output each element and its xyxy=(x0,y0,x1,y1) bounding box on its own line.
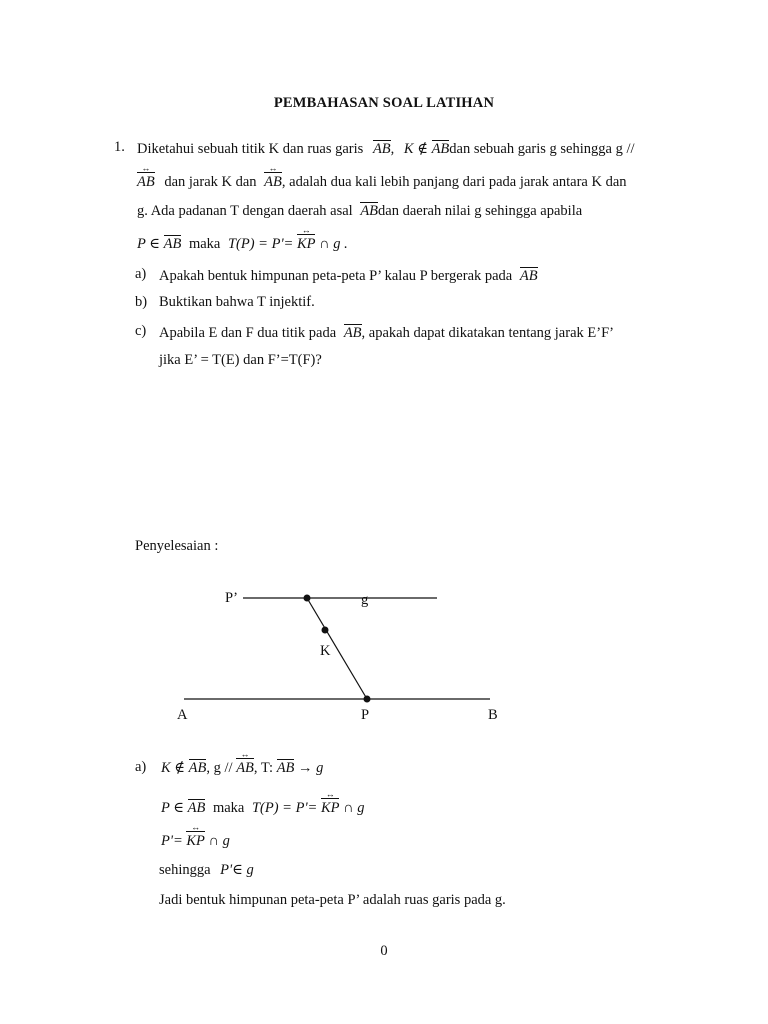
intersect-g: ∩ g xyxy=(208,833,230,849)
segment-ab: AB xyxy=(276,760,295,776)
question-b-label: b) xyxy=(135,294,148,310)
text: , apakah dapat dikatakan tentang jarak E’F’ xyxy=(361,325,614,341)
p-in: P ∈ xyxy=(161,800,184,816)
text: Apabila E dan F dua titik pada xyxy=(159,325,337,341)
point-p-prime xyxy=(304,595,311,602)
answer-a-label: a) xyxy=(135,759,147,775)
question-a-label: a) xyxy=(135,266,147,282)
maka: maka xyxy=(212,800,245,816)
page-number: 0 xyxy=(380,943,388,959)
k-not-in: K ∉ xyxy=(403,141,428,157)
question-c-line-2: jika E’ = T(E) dan F’=T(F)? xyxy=(159,352,322,368)
text: dan sebuah garis g sehingga g // xyxy=(449,141,635,157)
label-a: A xyxy=(177,707,188,723)
p-prime-eq: P'= xyxy=(161,833,183,849)
segment-ab: AB xyxy=(343,325,362,341)
segment-ab: AB xyxy=(187,800,206,816)
intersect-g: ∩ g xyxy=(343,800,365,816)
line-kp xyxy=(307,598,367,699)
label-p-prime: P’ xyxy=(225,590,238,606)
text: Apakah bentuk himpunan peta-peta P’ kalau P bergerak pada xyxy=(159,268,513,284)
tp-equation: T(P) = P'= xyxy=(227,236,294,252)
page-title: PEMBAHASAN SOAL LATIHAN xyxy=(273,95,495,111)
to-g: → g xyxy=(298,760,324,776)
tp-equation: T(P) = P'= xyxy=(251,800,318,816)
maka: maka xyxy=(188,236,221,252)
label-b: B xyxy=(488,707,498,723)
answer-a-line-4 xyxy=(159,863,254,878)
text: Diketahui sebuah titik K dan ruas garis xyxy=(137,141,364,157)
point-k xyxy=(322,627,329,634)
segment-ab: AB xyxy=(188,760,207,776)
segment-ab: AB xyxy=(360,203,379,219)
question-b: Buktikan bahwa T injektif. xyxy=(159,294,315,310)
answer-a-line-2 xyxy=(161,797,364,816)
label-p: P xyxy=(361,707,370,723)
segment-ab: AB xyxy=(163,236,182,252)
solution-label: Penyelesaian : xyxy=(135,538,219,554)
p-prime-in-g: P'∈ g xyxy=(220,862,254,878)
label-k: K xyxy=(320,643,331,659)
line-ab: AB ↔ xyxy=(264,171,282,190)
comma: , xyxy=(390,141,395,157)
text: dan jarak K dan xyxy=(164,174,257,190)
segment-ab: AB xyxy=(519,268,538,284)
answer-a-conclusion: Jadi bentuk himpunan peta-peta P’ adalah ruas garis pada g. xyxy=(159,892,506,908)
line-ab: AB ↔ xyxy=(137,171,155,190)
point-p xyxy=(364,696,371,703)
problem-number: 1. xyxy=(114,139,125,155)
k-not-in: K ∉ xyxy=(161,760,186,776)
label-g: g xyxy=(361,592,369,608)
answer-a-line-1 xyxy=(161,757,323,776)
line-kp: KP ↔ xyxy=(186,830,205,849)
line-kp: KP ↔ xyxy=(321,797,340,816)
text: , adalah dua kali lebih panjang dari pada jarak antara K dan xyxy=(281,174,627,190)
question-c-label: c) xyxy=(135,323,147,339)
line-ab: AB ↔ xyxy=(236,757,254,776)
p-in: P ∈ xyxy=(137,236,160,252)
answer-a-line-3 xyxy=(161,830,230,849)
segment-ab: AB xyxy=(372,141,391,157)
intersect-g: ∩ g . xyxy=(319,236,348,252)
line-kp: KP ↔ xyxy=(297,233,316,252)
text: g. Ada padanan T dengan daerah asal xyxy=(137,203,353,219)
sehingga: sehingga xyxy=(159,862,211,878)
g-parallel: , g // xyxy=(206,760,233,776)
segment-ab: AB xyxy=(431,141,450,157)
t-map: , T: xyxy=(253,760,274,776)
text: dan daerah nilai g sehingga apabila xyxy=(378,203,583,219)
